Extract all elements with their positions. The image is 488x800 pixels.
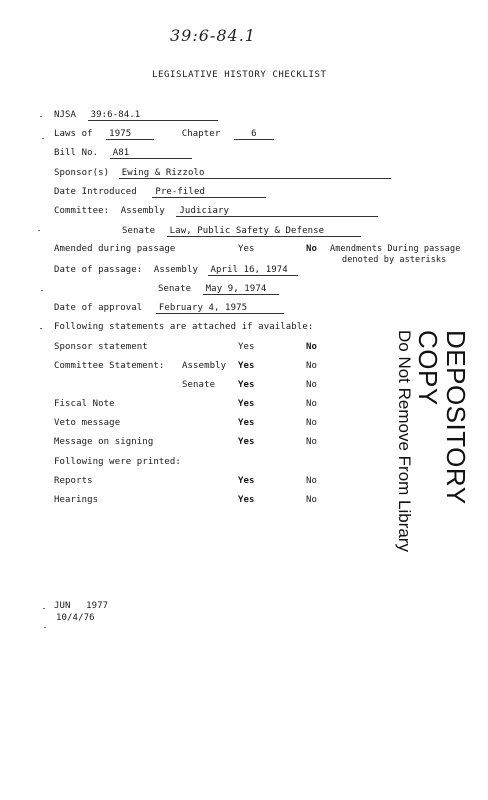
committee-label: Committee: (54, 206, 110, 216)
statement-label: Committee Statement: (54, 361, 165, 371)
printed-label: Reports (54, 476, 93, 486)
statement-yes: Yes (238, 361, 255, 371)
statement-yes: Yes (238, 418, 255, 428)
statement-no: No (306, 380, 318, 390)
following-statements-heading: Following statements are attached if available: (54, 322, 314, 332)
bill-no-value: A81 (110, 148, 192, 159)
passage-row (54, 265, 298, 276)
statement-no: No (306, 418, 318, 428)
amended-no: No (306, 244, 318, 254)
date-introduced-label: Date Introduced (54, 187, 137, 197)
njsa-row (54, 110, 218, 121)
depository-stamp (380, 330, 488, 570)
passage-senate-value: May 9, 1974 (203, 284, 279, 295)
statement-label: Sponsor statement (54, 342, 148, 352)
committee-assembly-label: Assembly (120, 206, 165, 216)
passage-assembly-label: Assembly (153, 265, 198, 275)
printed-label: Hearings (54, 495, 99, 505)
committee-senate-value: Law, Public Safety & Defense (167, 226, 361, 237)
statement-label: Message on signing (54, 437, 154, 447)
following-printed-heading: Following were printed: (54, 457, 181, 467)
printed-yes: Yes (238, 476, 255, 486)
scan-speck (44, 627, 46, 628)
scan-speck (41, 290, 43, 291)
approval-value: February 4, 1975 (156, 303, 284, 314)
statement-label: Veto message (54, 418, 121, 428)
statement-yes: Yes (238, 380, 255, 390)
bill-row (54, 148, 192, 159)
stamp-line1: DEPOSITORY COPY (413, 330, 471, 505)
stamp-line2: Do Not Remove From Library (395, 330, 414, 553)
statement-no: No (306, 342, 318, 352)
statement-sub: Senate (182, 380, 216, 390)
statement-no: No (306, 361, 318, 371)
committee-senate-label: Senate (122, 226, 156, 236)
date-introduced-row (54, 187, 266, 198)
amended-label: Amended during passage (54, 244, 176, 254)
passage-senate-label: Senate (158, 284, 192, 294)
printed-no: No (306, 476, 318, 486)
njsa-value: 39:6-84.1 (88, 110, 218, 121)
laws-of-value: 1975 (106, 129, 154, 140)
passage-senate-row (158, 284, 279, 295)
njsa-label: NJSA (54, 110, 77, 120)
sponsors-row (54, 168, 391, 179)
footer-date: 10/4/76 (56, 613, 95, 623)
committee-row (54, 206, 378, 217)
printed-yes: Yes (238, 495, 255, 505)
scan-speck (40, 116, 42, 117)
scan-speck (38, 230, 40, 231)
amended-yes: Yes (238, 244, 255, 254)
laws-of-label: Laws of (54, 129, 93, 139)
statement-no: No (306, 399, 318, 409)
amended-note-line2: denoted by asterisks (342, 255, 447, 265)
approval-label: Date of approval (54, 303, 143, 313)
statement-yes: Yes (238, 342, 255, 352)
scan-speck (40, 328, 42, 329)
printed-no: No (306, 495, 318, 505)
statement-yes: Yes (238, 399, 255, 409)
committee-assembly-value: Judiciary (176, 206, 378, 217)
date-introduced-value: Pre-filed (152, 187, 266, 198)
statement-sub: Assembly (182, 361, 227, 371)
footer-month: JUN (54, 601, 71, 611)
sponsors-label: Sponsor(s) (54, 168, 110, 178)
scan-speck (43, 608, 45, 609)
sponsors-value: Ewing & Rizzolo (119, 168, 391, 179)
page-title: LEGISLATIVE HISTORY CHECKLIST (152, 70, 327, 80)
bill-no-label: Bill No. (54, 148, 99, 158)
amended-note-line1: Amendments During passage (330, 244, 461, 254)
statement-no: No (306, 437, 318, 447)
chapter-label: Chapter (181, 129, 221, 139)
passage-assembly-value: April 16, 1974 (208, 265, 298, 276)
chapter-value: 6 (234, 129, 274, 140)
committee-senate-row (122, 226, 361, 237)
scan-speck (42, 138, 44, 139)
footer-line1 (54, 601, 108, 611)
handwritten-header: 39:6-84.1 (170, 26, 256, 45)
footer-year: 1977 (86, 601, 109, 611)
approval-row (54, 303, 284, 314)
statement-label: Fiscal Note (54, 399, 115, 409)
passage-label: Date of passage: (54, 265, 143, 275)
statement-yes: Yes (238, 437, 255, 447)
laws-row (54, 129, 274, 140)
